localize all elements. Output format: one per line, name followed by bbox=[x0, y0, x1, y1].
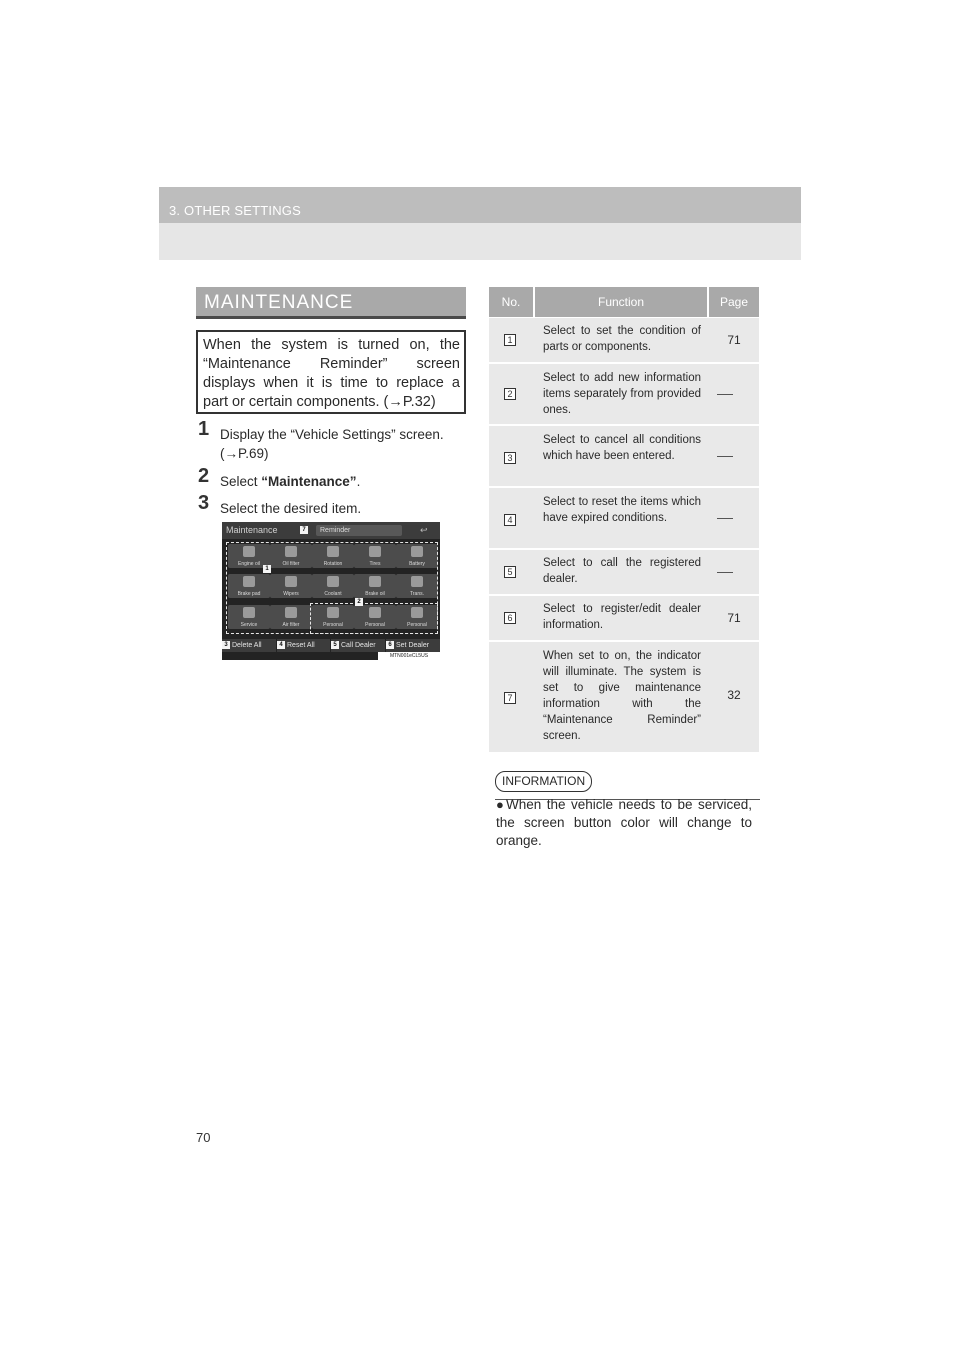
row-number-badge: 5 bbox=[504, 566, 516, 578]
maintenance-screen-illustration bbox=[222, 522, 440, 660]
delete-all-button[interactable] bbox=[222, 639, 276, 652]
step-suffix: . bbox=[356, 474, 361, 489]
row-function: Select to add new information items separately from provided ones. bbox=[543, 372, 701, 416]
row-page-dash bbox=[717, 572, 733, 573]
footer-badge: 5 bbox=[331, 641, 339, 649]
table-row bbox=[489, 364, 759, 424]
tile-label: Brake pad bbox=[237, 591, 261, 597]
row-page-dash bbox=[717, 394, 733, 395]
row-function: Select to cancel all conditions which have been entered. bbox=[543, 434, 701, 462]
tile-label: Battery bbox=[409, 561, 425, 567]
footer-badge: 4 bbox=[277, 641, 285, 649]
row-page-dash bbox=[717, 518, 733, 519]
footer-label: Call Dealer bbox=[341, 642, 376, 649]
footer-label: Set Dealer bbox=[396, 642, 430, 649]
section-title: 3. OTHER SETTINGS bbox=[169, 203, 301, 218]
screen-footer bbox=[222, 639, 440, 652]
header-page: Page bbox=[709, 287, 759, 317]
maintenance-heading bbox=[196, 287, 466, 319]
step-prefix: Select bbox=[220, 474, 262, 489]
row-page: 32 bbox=[727, 688, 741, 702]
image-code: MTN001eCL5US bbox=[378, 652, 440, 660]
footer-label: Delete All bbox=[232, 642, 262, 649]
table-row bbox=[489, 426, 759, 486]
footer-badge: 3 bbox=[222, 641, 230, 649]
row-function: Select to call the registered dealer. bbox=[543, 557, 701, 585]
screen-badge-1: 1 bbox=[263, 565, 271, 573]
table-row bbox=[489, 596, 759, 640]
table-row bbox=[489, 318, 759, 362]
row-function: Select to register/edit dealer information. bbox=[543, 603, 701, 631]
header-band bbox=[159, 187, 801, 260]
row-number-badge: 6 bbox=[504, 612, 516, 624]
information-note bbox=[496, 796, 752, 850]
step-number: 2 bbox=[198, 465, 210, 487]
tile-label: Wipers bbox=[283, 591, 299, 597]
row-number-badge: 2 bbox=[504, 388, 516, 400]
screen-title-bar bbox=[222, 522, 440, 539]
row-page: 71 bbox=[727, 611, 741, 625]
step-number: 3 bbox=[198, 492, 210, 514]
step-text: Select the desired item. bbox=[220, 501, 362, 516]
tile-label: Trans. bbox=[410, 591, 424, 597]
step-number: 1 bbox=[198, 418, 210, 440]
tile-label: Rotation bbox=[323, 561, 343, 567]
step-bold-label: “Maintenance” bbox=[261, 474, 357, 489]
header-top-bar bbox=[159, 187, 801, 223]
reminder-toggle[interactable]: Reminder bbox=[316, 525, 402, 536]
tile-label: Brake oil bbox=[365, 591, 385, 597]
row-function: When set to on, the indicator will illuminate. The system is set to give maintenance information with the “Maintenance Reminder” screen. bbox=[543, 650, 701, 742]
table-row bbox=[489, 488, 759, 548]
tile-label: Air filter bbox=[282, 622, 300, 628]
tile-label: Tires bbox=[369, 561, 381, 567]
screen-badge-2: 2 bbox=[355, 598, 363, 606]
row-number-badge: 1 bbox=[504, 334, 516, 346]
intro-box: When the system is turned on, the “Maintenance Reminder” screen displays when it is time to replace a part or certain components. (→P.32) bbox=[196, 330, 466, 414]
row-function: Select to reset the items which have expired conditions. bbox=[543, 496, 701, 524]
tile-label: Personal bbox=[407, 622, 427, 628]
tile-label: Personal bbox=[365, 622, 385, 628]
screen-badge-7: 7 bbox=[300, 526, 308, 534]
page-number: 70 bbox=[196, 1130, 211, 1145]
personal-dashed-outline bbox=[310, 603, 438, 634]
row-page-dash bbox=[717, 456, 733, 457]
row-page: 71 bbox=[727, 333, 741, 347]
footer-badge: 6 bbox=[386, 641, 394, 649]
maintenance-heading-text: MAINTENANCE bbox=[204, 292, 354, 313]
tile-label: Personal bbox=[323, 622, 343, 628]
tile-label: Engine oil bbox=[238, 561, 260, 567]
row-number-badge: 7 bbox=[504, 692, 516, 704]
header-no: No. bbox=[489, 287, 533, 317]
reset-all-button[interactable] bbox=[277, 639, 330, 652]
step-text bbox=[220, 472, 466, 491]
bullet-icon: ● bbox=[496, 797, 504, 812]
header-function: Function bbox=[535, 287, 707, 317]
table-row bbox=[489, 550, 759, 594]
tile-label: Coolant bbox=[324, 591, 342, 597]
set-dealer-button[interactable] bbox=[386, 639, 440, 652]
call-dealer-button[interactable] bbox=[331, 639, 385, 652]
tile-label: Service bbox=[240, 622, 258, 628]
row-number-badge: 4 bbox=[504, 514, 516, 526]
row-function: Select to set the condition of parts or components. bbox=[543, 325, 701, 353]
table-row bbox=[489, 642, 759, 752]
tile-label: Oil filter bbox=[282, 561, 300, 567]
row-number-badge: 3 bbox=[504, 452, 516, 464]
step-text: Display the “Vehicle Settings” screen. (→P.69) bbox=[220, 427, 444, 461]
back-icon[interactable]: ↩ bbox=[420, 525, 428, 535]
information-label: INFORMATION bbox=[495, 771, 592, 792]
footer-label: Reset All bbox=[287, 642, 315, 649]
screen-title: Maintenance bbox=[226, 525, 278, 535]
information-text: When the vehicle needs to be serviced, the screen button color will change to orange. bbox=[496, 797, 752, 848]
